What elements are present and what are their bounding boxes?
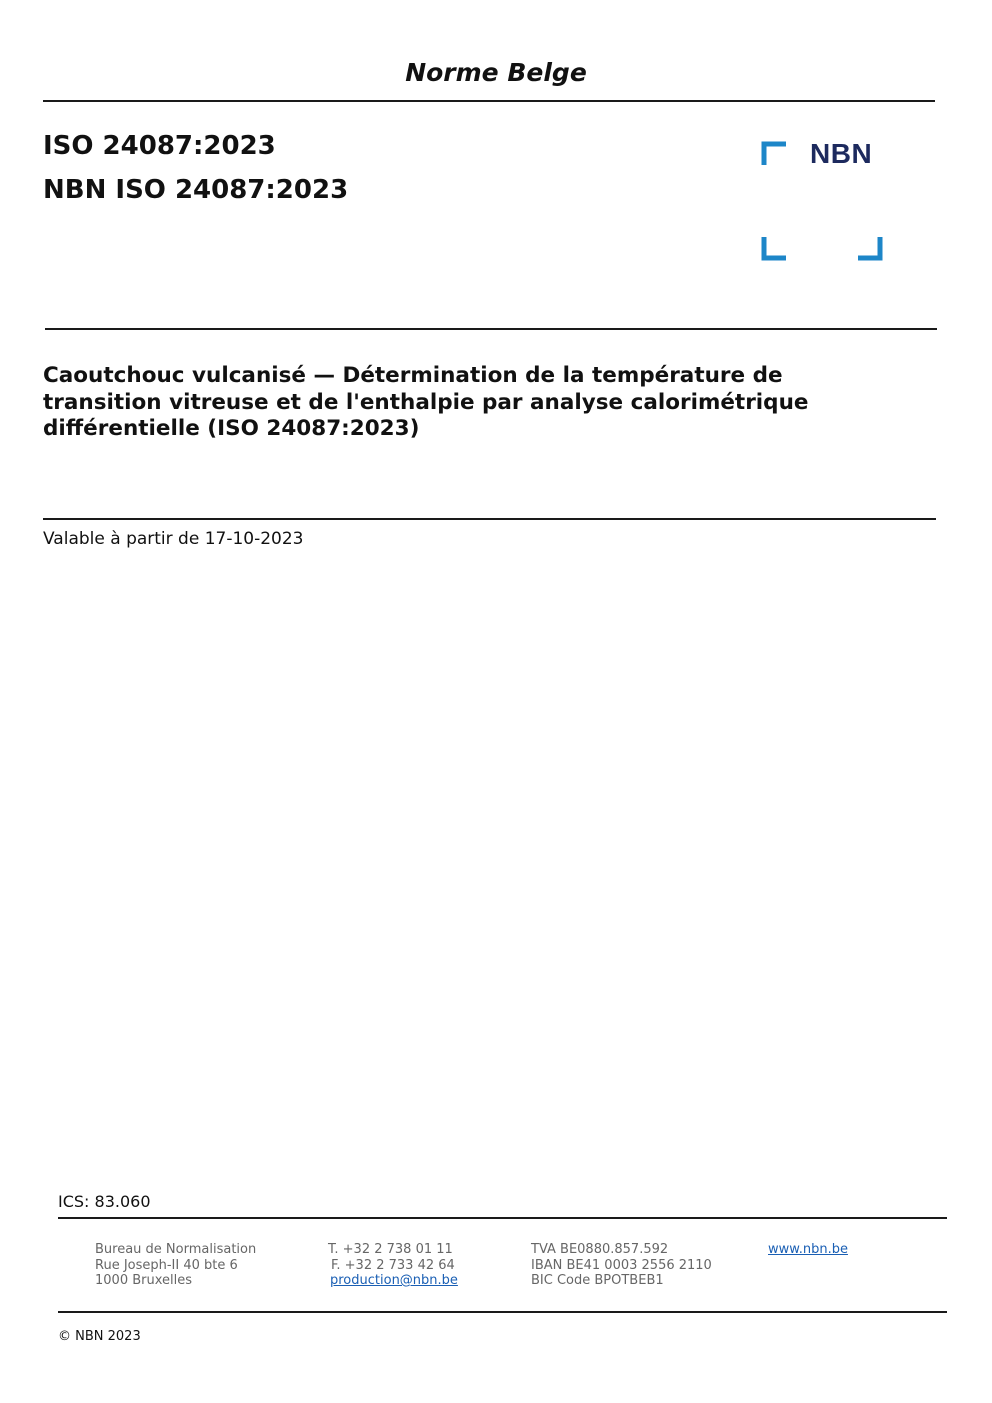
iban-number: IBAN BE41 0003 2556 2110 [531, 1257, 712, 1273]
email-link[interactable]: production@nbn.be [330, 1273, 458, 1288]
header-divider [43, 100, 935, 102]
footer-contact [328, 1242, 458, 1289]
footer-website [768, 1242, 848, 1258]
phone-number: T. +32 2 738 01 11 [328, 1242, 453, 1257]
iso-standard-id: ISO 24087:2023 [43, 131, 276, 161]
footer-bank-info [531, 1242, 712, 1289]
ics-code: ICS: 83.060 [58, 1192, 151, 1211]
page-header-title: Norme Belge [405, 58, 587, 87]
address-line: Rue Joseph-II 40 bte 6 [95, 1257, 238, 1273]
footer-top-divider [58, 1217, 947, 1219]
bic-code: BIC Code BPOTBEB1 [531, 1273, 664, 1288]
nbn-logo-text: NBN [810, 138, 873, 169]
validity-date: Valable à partir de 17-10-2023 [43, 529, 304, 549]
address-line: 1000 Bruxelles [95, 1273, 193, 1288]
address-line: Bureau de Normalisation [95, 1242, 257, 1257]
copyright-notice: © NBN 2023 [58, 1329, 141, 1344]
website-link[interactable]: www.nbn.be [768, 1242, 848, 1257]
title-bottom-divider [43, 518, 936, 520]
document-title [43, 363, 923, 443]
footer-bottom-divider [58, 1311, 947, 1313]
footer-address [95, 1242, 256, 1289]
nbn-standard-id: NBN ISO 24087:2023 [43, 175, 349, 205]
document-title-line: transition vitreuse et de l'enthalpie par analyse calorimétrique [43, 389, 809, 415]
document-title-line: différentielle (ISO 24087:2023) [43, 416, 420, 441]
document-title-line: Caoutchouc vulcanisé — Détermination de la température de [43, 363, 783, 388]
title-top-divider [45, 328, 937, 330]
vat-number: TVA BE0880.857.592 [531, 1242, 669, 1257]
nbn-logo [760, 140, 886, 264]
fax-number: F. +32 2 733 42 64 [331, 1257, 455, 1273]
